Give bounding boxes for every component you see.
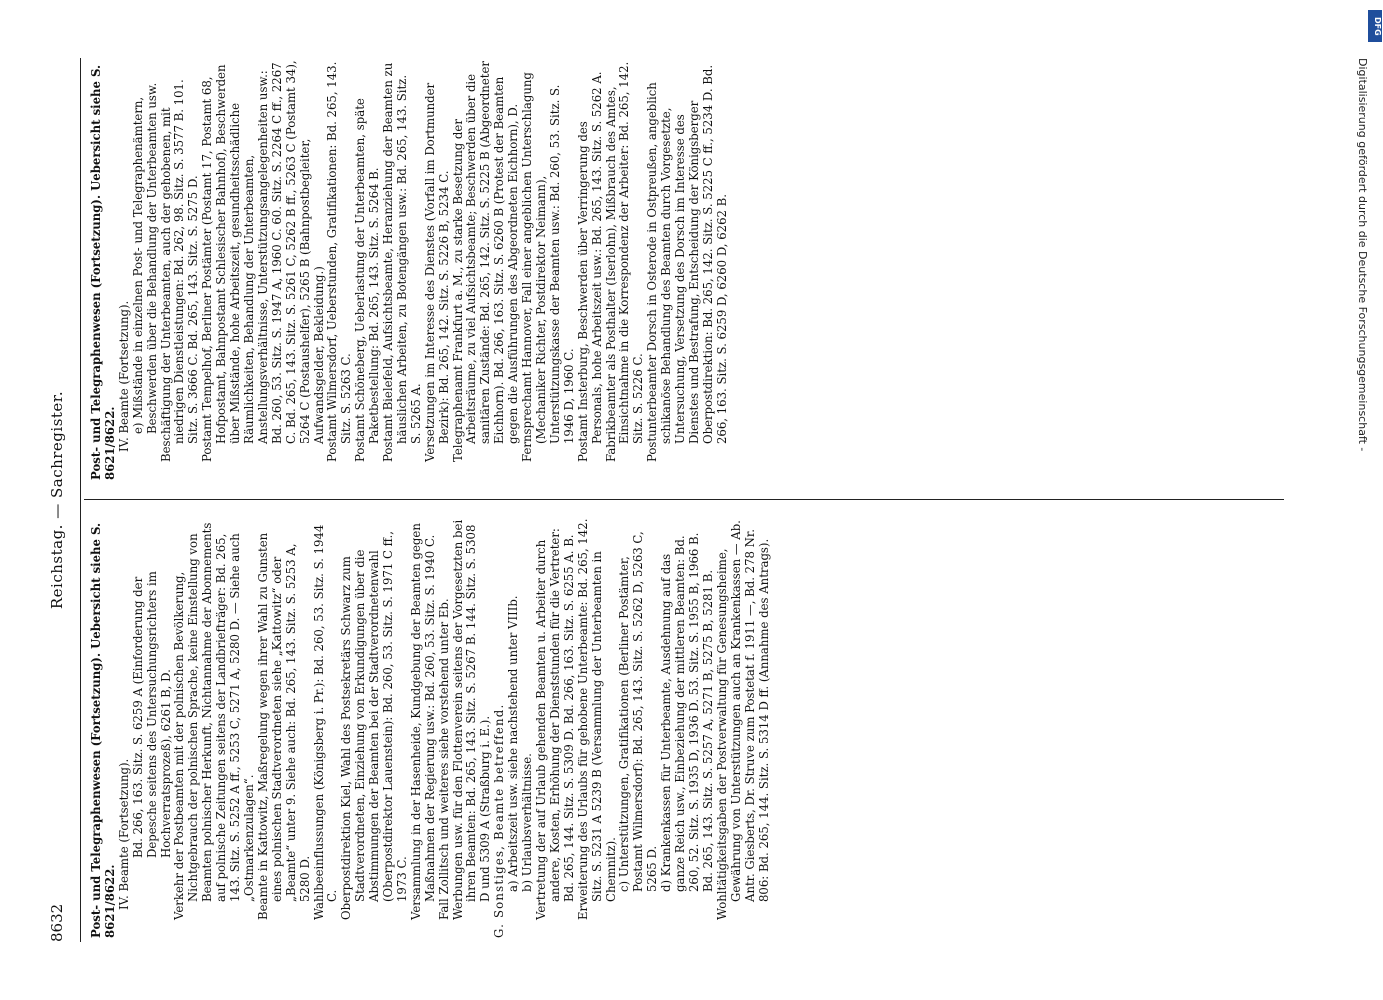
credit-text: Digitalisierung gefördert durch die Deutsche Forschungsgemeinschaft - — [1356, 58, 1369, 452]
register-entry: Bd. 266, 163. Sitz. S. 6259 A (Einforderung der Depesche seitens des Untersuchungsrichters im Hochverratsprozeß), 6261 B, D. — [130, 571, 173, 858]
right-column — [90, 60, 730, 480]
column-divider — [84, 499, 1284, 500]
register-entry: Postamt Insterburg, Beschwerden über Verringerung des Personals, hohe Arbeitszeit usw.: Bd. 265, 143. Sitz. S. 5262 A. — [575, 71, 604, 462]
register-entry: Wohltätigkeitsgaben der Postverwaltung für Genesungsheime, Gewährung von Unterstützungen auch an Krankenkassen — Ab. Antr. Giesberts, Dr. Struve zum Postetat f. 1911 —, Bd. 278 Nr. 806: Bd. 265, 144. Sitz. S. 5314 D ff. (Annahme des Antrags). — [714, 520, 771, 920]
register-entry: d) Krankenkassen für Unterbeamte, Ausdehnung auf das ganze Reich usw., Einbeziehung der mittleren Beamten: Bd. 260, 52. Sitz. S. 1935 D, 1936 D. 53. Sitz. S. 1955 B, 1966 B. Bd. 265, 143. Sitz. S. 5257 A, 5271 B, 5275 B, 5281 B. — [659, 532, 715, 892]
register-entry: Post- und Telegraphenwesen (Fortsetzung). Uebersicht siehe S. 8621/8622. — [89, 522, 117, 938]
register-entry: Postamt Bielefeld, Aufsichtsbeamte, Heranziehung der Beamten zu häuslichen Arbeiten, zu Botengängen usw.: Bd. 265, 143. Sitz. S. 5265 A. — [381, 62, 423, 462]
register-entry: Postamt Schöneberg, Ueberlastung der Unterbeamten, späte Paketbestellung: Bd. 265, 143. Sitz. S. 5264 B. — [353, 98, 382, 462]
register-entry: b) Urlaubsverhältnisse. — [520, 753, 535, 892]
register-entry: Oberpostdirektion Kiel, Wahl des Postsekretärs Schwarz zum Stadtverordneten, Einziehung von Erkundigungen über die Abstimmungen der Beamten bei der Stadtverordnetenwahl (Oberpostdirektor Lauenstein): Bd. 260, 53. Sitz. S. 1971 C ff., 1973 C. — [339, 531, 409, 920]
register-entry: Wahlbeeinflussungen (Königsberg i. Pr.): Bd. 260, 53. Sitz. S. 1944 C. — [311, 524, 340, 920]
dfg-logo: DFG — [1368, 10, 1382, 42]
register-entry: c) Unterstützungen, Gratifikationen (Berliner Postämter, Postamt Wilmersdorf): Bd. 265, 143. Sitz. S. 5262 D, 5263 C, 5265 D. — [617, 531, 660, 892]
register-entry: Versammlung in der Hasenheide, Kundgebung der Beamten gegen Maßnahmen der Regierung usw.: Bd. 260, 53. Sitz. S. 1940 C. — [408, 523, 437, 920]
header-rule — [80, 58, 81, 942]
register-entry: Beamte in Kattowitz, Maßregelung wegen ihrer Wahl zu Gunsten eines polnischen Stadtverordneten siehe „Kattowitz“ oder „Beamte“ unter 9. Siehe auch: Bd. 265, 143. Sitz. S. 5253 A, 5280 D. — [255, 532, 312, 920]
register-entry: Post- und Telegraphenwesen (Fortsetzung). Uebersicht siehe S. 8621/8622. — [89, 64, 117, 480]
register-entry: IV. Beamte (Fortsetzung). — [116, 758, 131, 910]
register-entry: Postunterbeamter Dorsch in Osterode in Ostpreußen, angeblich schikanöse Behandlung des Beamten durch Vorgesetzte, Untersuchung, Versetzung des Dorsch im Interesse des Dienstes und Bestrafung, Entscheidung der Königsberger Oberpostdirektion: Bd. 265, 142. Sitz. S. 5225 C ff., 5234 D. Bd. 266, 163. Sitz. S. 6259 D, 6260 D, 6262 B. — [645, 64, 729, 462]
register-entry: Werbungen usw. für den Flottenverein seitens der Vorgesetzten bei ihren Beamten: Bd. 265, 143. Sitz. S. 5267 B. 144. Sitz. S. 5308 D und 5309 A (Straßburg i. E.). — [450, 519, 493, 920]
register-entry: IV. Beamte (Fortsetzung). — [116, 300, 131, 452]
page-title: Reichstag. — Sachregister. — [48, 390, 66, 610]
register-entry: e) Mißstände in einzelnen Post- und Telegraphenämtern, Beschwerden über die Behandlung der Unterbeamten usw. — [130, 82, 159, 434]
page-header — [30, 58, 74, 942]
register-entry: Telegraphenamt Frankfurt a. M., zu starke Besetzung der Arbeitsräume, zu viel Aufsichtsbeamte; Beschwerden über die sanitären Zustände: Bd. 265, 142. Sitz. S. 5225 B (Abgeordneter Eichhorn). Bd. 266, 163. Sitz. S. 6260 B (Protest der Beamten gegen die Ausführungen des Abgeordneten Eichhorn), D. — [450, 61, 521, 462]
register-entry: Fernsprechamt Hannover, Fall einer angeblichen Unterschlagung (Mechaniker Richter, Postdirektor Neimann), Unterstützungskasse der Beamten usw.: Bd. 260, 53. Sitz. S. 1946 D, 1960 C. — [520, 72, 576, 462]
page-number: 8632 — [48, 903, 66, 942]
digitization-credit — [1356, 10, 1380, 770]
register-entry: Fabrikbeamter als Posthalter (Iserlohn), Mißbrauch des Amtes, Einsichtnahme in die Korrespondenz der Arbeiter: Bd. 265, 142. Sitz. S. 5226 C. — [603, 61, 646, 462]
register-entry: Beschäftigung der Unterbeamten, auch der gehobenen, mit niedrigen Dienstleistungen: Bd. 262, 98. Sitz. S. 3577 B. 101. Sitz. S. 3666 C. Bd. 265, 143. Sitz. S. 5275 D. — [158, 79, 201, 462]
register-entry: Versetzungen im Interesse des Dienstes (Vorfall im Dortmunder Bezirk): Bd. 265, 142. Sitz. S. 5226 B, 5234 C. — [422, 82, 451, 462]
register-entry: Vertretung der auf Urlaub gehenden Beamten u. Arbeiter durch andere, Kosten, Erhöhung der Dienststunden für die Vertreter: Bd. 265, 144. Sitz. S. 5309 D. Bd. 266, 163. Sitz. S. 6255 A. B. — [534, 528, 576, 920]
register-entry: Postamt Tempelhof, Berliner Postämter (Postamt 17, Postamt 68, Hofpostamt, Bahnpostamt Schlesischer Bahnhof), Beschwerden über Mißstände, hohe Arbeitszeit, gesundheitsschädliche Räumlichkeiten, Behandlung der Unterbeamten, Anstellungsverhältnisse, Unterstützungsangelegenheiten usw.: Bd. 260, 53. Sitz. S. 1947 A, 1960 C. 60. Sitz. S. 2264 C ff., 2267 C. Bd. 265, 143. Sitz. S. 5261 C, 5262 B ff., 5263 C (Postamt 34), 5264 C (Postaushelfer), 5265 B (Bahnpostbegleiter, Aufwandsgelder, Bekleidung.) — [200, 60, 326, 462]
register-entry: G. Sonstiges, Beamte betreffend. — [492, 703, 507, 938]
register-entry: Verkehr der Postbeamten mit der polnischen Bevölkerung, Nichtgebrauch der polnischen Sprache, keine Einstellung von Beamten polnischer Herkunft, Nichtannahme der Abonnements auf polnische Zeitungen seitens der Landbriefträger: Bd. 265, 143. Sitz. S. 5252 A ff., 5253 C, 5271 A, 5280 D. — Siehe auch „Ostmarkenzulagen“. — [172, 522, 256, 920]
left-column — [90, 518, 771, 938]
register-entry: Erweiterung des Urlaubs für gehobene Unterbeamte: Bd. 265, 142. Sitz. S. 5231 A 5239 B (Versammlung der Unterbeamten in Chemnitz). — [575, 518, 618, 920]
register-entry: Postamt Wilmersdorf, Ueberstunden, Gratifikationen: Bd. 265, 143. Sitz. S. 5263 C. — [325, 61, 354, 462]
register-entry: Fall Zollitsch und weiteres siehe vorstehend unter Eb. — [436, 598, 451, 920]
register-entry: a) Arbeitszeit usw. siehe nachstehend unter VIIIb. — [506, 595, 521, 892]
